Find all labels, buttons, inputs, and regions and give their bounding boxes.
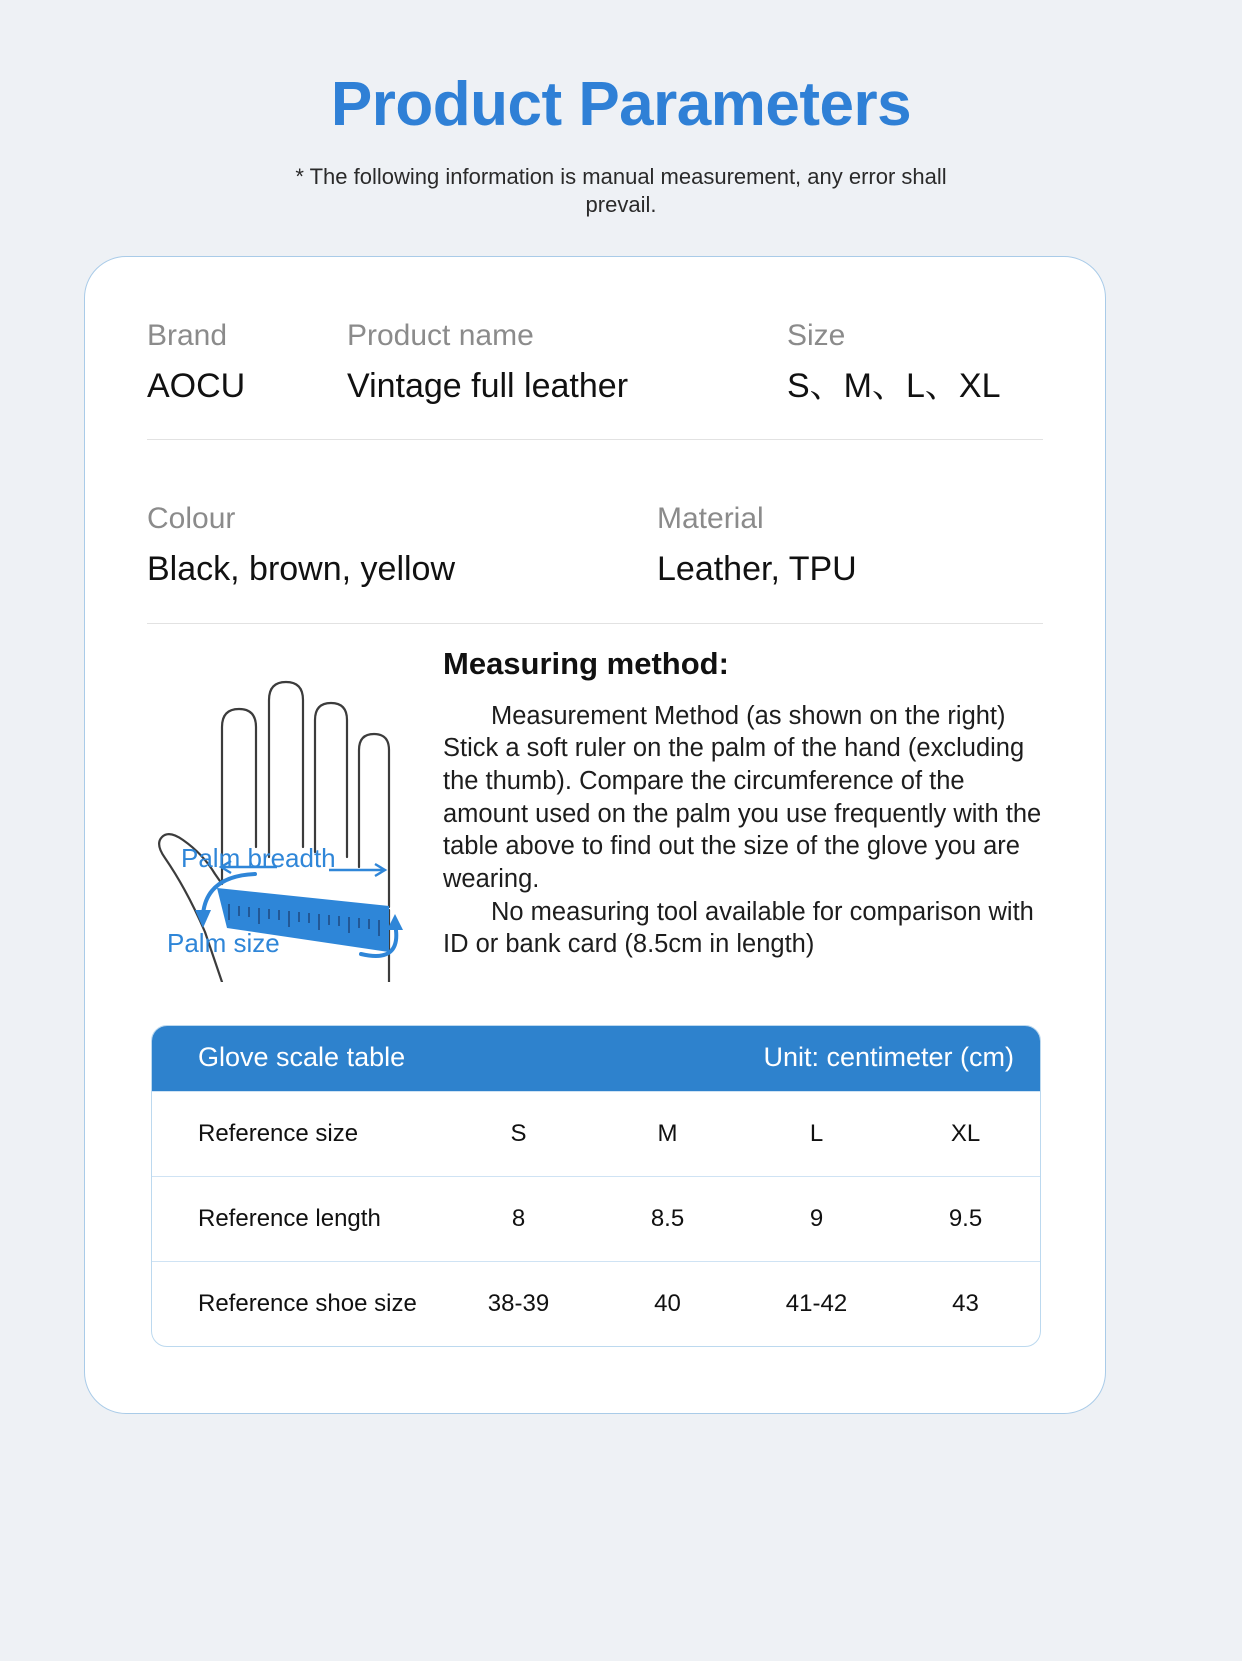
page-title: Product Parameters	[330, 70, 912, 139]
table-row	[152, 1261, 1040, 1346]
spec-row-1	[147, 257, 1043, 405]
measurement-disclaimer: * The following information is manual measurement, any error shall prevail.	[295, 164, 947, 218]
product-parameters-card	[84, 256, 1106, 1414]
row-label-reference-shoe-size: Reference shoe size	[198, 1290, 417, 1317]
size-value: S、M、L、XL	[787, 367, 1001, 405]
spec-row-2	[147, 440, 1043, 588]
cell-size-s: S	[510, 1120, 527, 1147]
cell-size-xl: XL	[950, 1120, 981, 1147]
palm-size-label: Palm size	[167, 927, 280, 958]
colour-label: Colour	[147, 502, 236, 536]
measuring-paragraph-2: No measuring tool available for comparison with ID or bank card (8.5cm in length)	[443, 897, 1034, 959]
hand-measurement-diagram	[147, 646, 437, 987]
measuring-paragraph-1: Measurement Method (as shown on the right) Stick a soft ruler on the palm of the hand (excluding the thumb). Compare the circumference of the amount used on the palm you use frequently with the table above to find out the size of the glove you are wearing.	[443, 701, 1042, 893]
cell-size-l: L	[809, 1120, 824, 1147]
row-label-reference-length: Reference length	[198, 1205, 381, 1232]
measuring-method-body	[443, 700, 1043, 961]
product-name-value: Vintage full leather	[347, 367, 629, 405]
size-label: Size	[787, 319, 846, 352]
spec-row-2-labels	[147, 502, 1043, 535]
brand-value: AOCU	[147, 367, 246, 405]
cell-length-m: 8.5	[650, 1205, 685, 1232]
material-label: Material	[657, 502, 764, 536]
spec-row-2-values	[147, 535, 1043, 588]
cell-shoe-s: 38-39	[487, 1290, 550, 1317]
cell-size-m: M	[657, 1120, 678, 1147]
material-value: Leather, TPU	[657, 550, 857, 589]
measuring-method-text	[437, 646, 1043, 987]
cell-length-l: 9	[809, 1205, 824, 1232]
glove-scale-table	[151, 1025, 1041, 1347]
cell-shoe-xl: 43	[952, 1290, 979, 1317]
cell-shoe-m: 40	[654, 1290, 681, 1317]
measuring-method-section	[147, 624, 1043, 987]
colour-value: Black, brown, yellow	[147, 550, 456, 589]
spec-row-1-labels	[147, 319, 1043, 352]
table-row	[152, 1091, 1040, 1176]
glove-scale-table-title: Glove scale table	[198, 1042, 406, 1072]
product-name-label: Product name	[347, 319, 534, 352]
spec-row-1-values	[147, 352, 1043, 405]
cell-length-xl: 9.5	[948, 1205, 983, 1232]
palm-breadth-label: Palm breadth	[181, 842, 336, 873]
glove-scale-table-unit: Unit: centimeter (cm)	[763, 1042, 1014, 1072]
spec-area	[85, 257, 1105, 987]
cell-length-s: 8	[511, 1205, 526, 1232]
glove-scale-table-header	[152, 1026, 1040, 1091]
page-header	[0, 0, 1242, 219]
row-label-reference-size: Reference size	[198, 1120, 359, 1147]
cell-shoe-l: 41-42	[785, 1290, 848, 1317]
table-row	[152, 1176, 1040, 1261]
measuring-method-heading: Measuring method:	[443, 645, 729, 681]
hand-diagram-svg	[147, 652, 437, 982]
brand-label: Brand	[147, 319, 228, 352]
